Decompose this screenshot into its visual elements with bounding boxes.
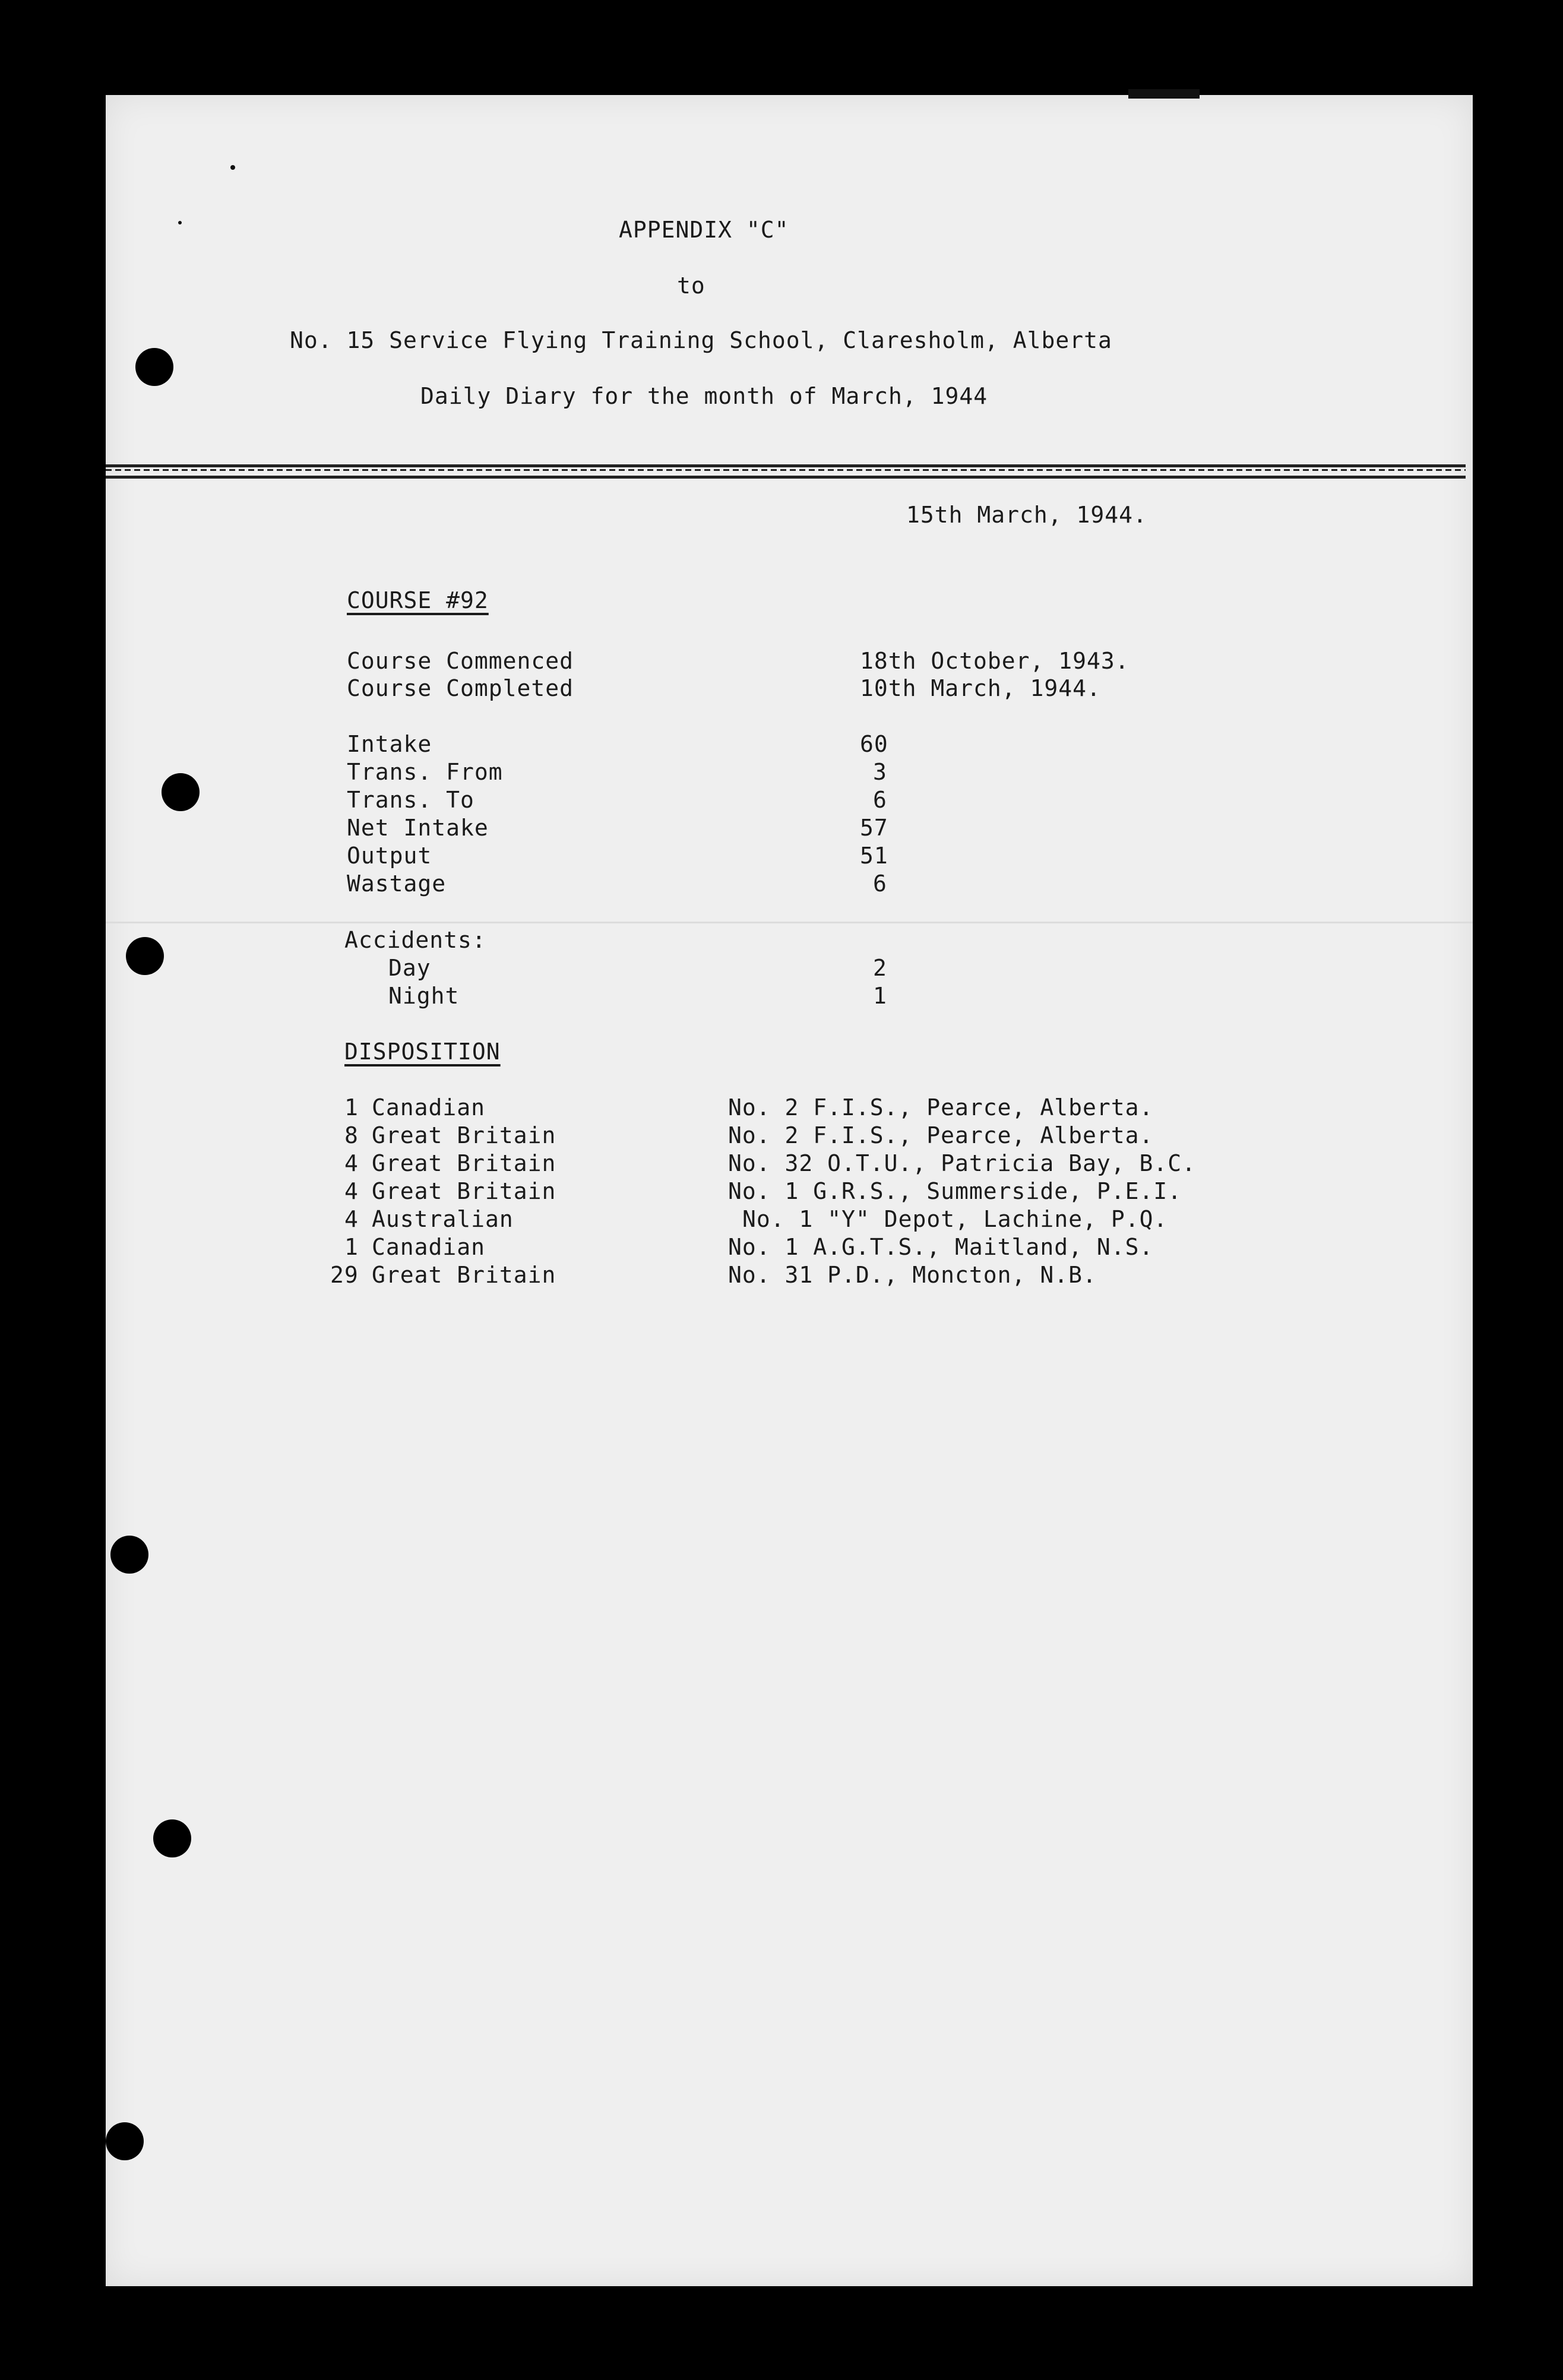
stat-label: Intake — [347, 731, 432, 757]
punch-hole — [153, 1819, 191, 1857]
disposition-title: DISPOSITION — [344, 1039, 501, 1065]
punch-hole — [110, 1536, 148, 1574]
disposition-count: 4 — [344, 1178, 359, 1204]
stat-value: 60 — [860, 731, 888, 757]
stat-label: Wastage — [347, 871, 447, 897]
stat-label: Trans. From — [347, 759, 503, 785]
course-completed-value: 10th March, 1944. — [860, 675, 1101, 701]
disposition-destination: No. 32 O.T.U., Patricia Bay, B.C. — [728, 1150, 1196, 1176]
disposition-destination: No. 1 "Y" Depot, Lachine, P.Q. — [742, 1206, 1168, 1232]
appendix-to: to — [677, 273, 705, 299]
course-completed-label: Course Completed — [347, 675, 574, 701]
disposition-group: Great Britain — [372, 1150, 556, 1176]
disposition-count: 4 — [344, 1206, 359, 1232]
disposition-group: Canadian — [372, 1234, 486, 1260]
school-name: No. 15 Service Flying Training School, Claresholm, Alberta — [290, 327, 1112, 353]
accidents-label: Accidents: — [344, 927, 486, 953]
speck — [178, 221, 182, 224]
stat-label: Trans. To — [347, 787, 474, 813]
fold-line — [106, 922, 1473, 923]
header-divider — [106, 464, 1466, 479]
punch-hole — [126, 937, 164, 975]
disposition-count: 4 — [344, 1150, 359, 1176]
disposition-group: Great Britain — [372, 1262, 556, 1288]
accident-label-night: Night — [388, 983, 460, 1009]
course-commenced-value: 18th October, 1943. — [860, 648, 1129, 674]
tape-mark — [1128, 89, 1200, 99]
diary-title: Daily Diary for the month of March, 1944 — [420, 383, 988, 409]
disposition-group: Great Britain — [372, 1122, 556, 1148]
punch-hole — [162, 773, 200, 811]
stat-value: 6 — [873, 787, 887, 813]
stat-label: Net Intake — [347, 815, 489, 841]
course-commenced-label: Course Commenced — [347, 648, 574, 674]
stat-value: 6 — [873, 871, 887, 897]
appendix-title: APPENDIX "C" — [619, 217, 789, 243]
document-date: 15th March, 1944. — [906, 502, 1147, 528]
disposition-count: 29 — [330, 1262, 359, 1288]
disposition-destination: No. 1 G.R.S., Summerside, P.E.I. — [728, 1178, 1182, 1204]
stat-label: Output — [347, 843, 432, 869]
disposition-destination: No. 1 A.G.T.S., Maitland, N.S. — [728, 1234, 1154, 1260]
disposition-group: Australian — [372, 1206, 514, 1232]
punch-hole — [106, 2122, 144, 2160]
stat-value: 51 — [860, 843, 888, 869]
accident-label-day: Day — [388, 955, 431, 981]
disposition-group: Canadian — [372, 1094, 486, 1121]
disposition-group: Great Britain — [372, 1178, 556, 1204]
disposition-destination: No. 31 P.D., Moncton, N.B. — [728, 1262, 1097, 1288]
disposition-destination: No. 2 F.I.S., Pearce, Alberta. — [728, 1094, 1154, 1121]
accident-value-day: 2 — [873, 955, 887, 981]
disposition-count: 8 — [344, 1122, 359, 1148]
stat-value: 3 — [873, 759, 887, 785]
disposition-destination: No. 2 F.I.S., Pearce, Alberta. — [728, 1122, 1154, 1148]
speck — [230, 165, 235, 170]
disposition-count: 1 — [344, 1234, 359, 1260]
stat-value: 57 — [860, 815, 888, 841]
accident-value-night: 1 — [873, 983, 887, 1009]
disposition-count: 1 — [344, 1094, 359, 1121]
punch-hole — [135, 348, 173, 386]
course-title: COURSE #92 — [347, 587, 489, 613]
